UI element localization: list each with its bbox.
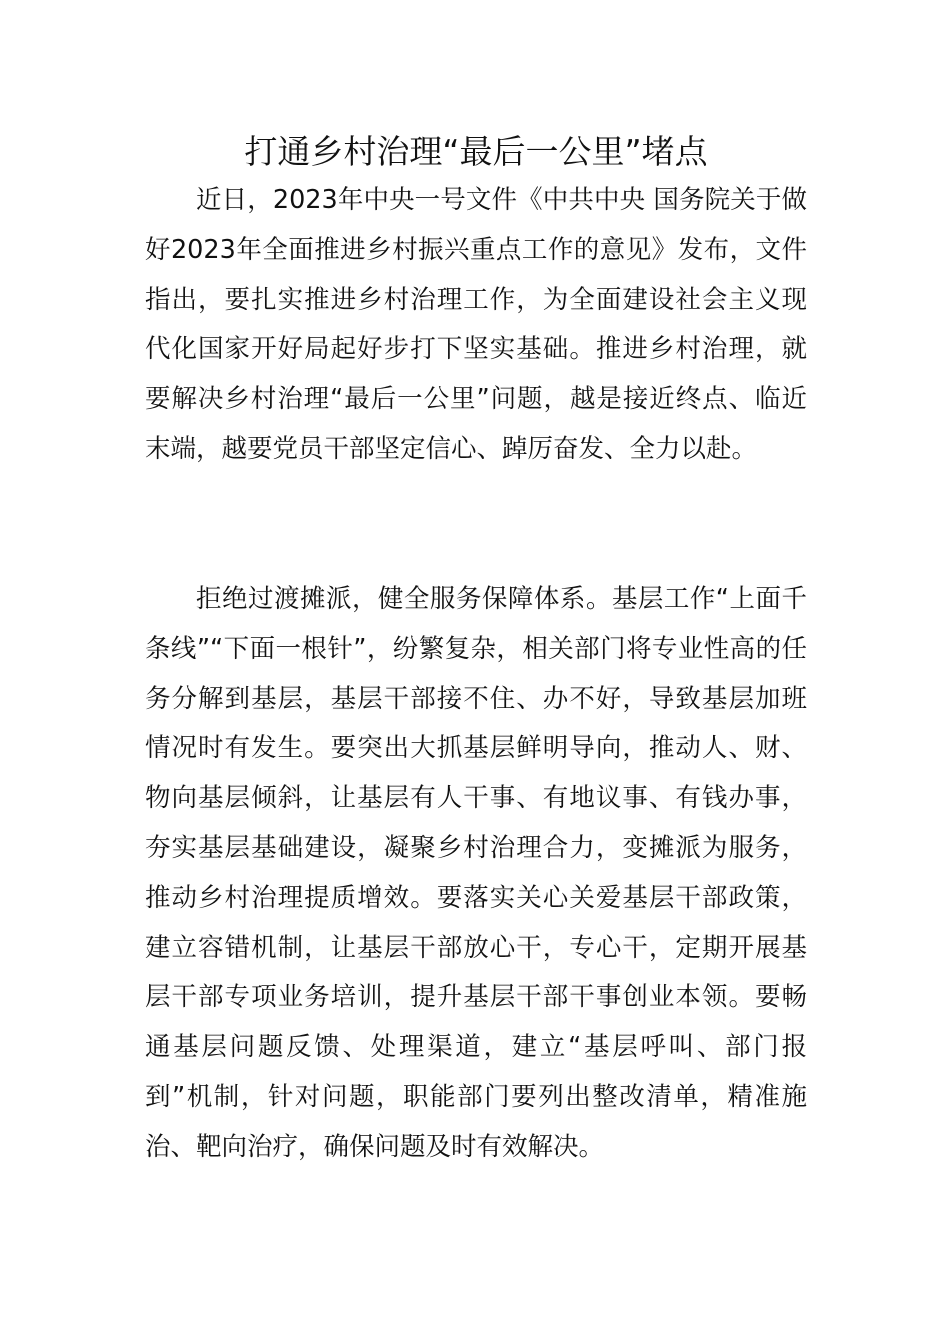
- paragraph-intro: 近日，2023年中央一号文件《中共中央 国务院关于做好2023年全面推进乡村振兴重点工作的意见》发布，文件指出，要扎实推进乡村治理工作，为全面建设社会主义现代化国家开好局起好步打下坚实基础。推进乡村治理，就要解决乡村治理“最后一公里”问题，越是接近终点、临近末端，越要党员干部坚定信心、踔厉奋发、全力以赴。: [145, 185, 807, 464]
- paragraph-service-system: 拒绝过渡摊派，健全服务保障体系。基层工作“上面千条线”“下面一根针”，纷繁复杂，相关部门将专业性高的任务分解到基层，基层干部接不住、办不好，导致基层加班情况时有发生。要突出大抓基层鲜明导向，推动人、财、物向基层倾斜，让基层有人干事、有地议事、有钱办事，夯实基层基础建设，凝聚乡村治理合力，变摊派为服务，推动乡村治理提质增效。要落实关心关爱基层干部政策，建立容错机制，让基层干部放心干，专心干，定期开展基层干部专项业务培训，提升基层干部干事创业本领。要畅通基层问题反馈、处理渠道，建立“基层呼叫、部门报到”机制，针对问题，职能部门要列出整改清单，精准施治、靶向治疗，确保问题及时有效解决。: [145, 584, 807, 1162]
- document-title: 打通乡村治理“最后一公里”堵点: [244, 132, 708, 171]
